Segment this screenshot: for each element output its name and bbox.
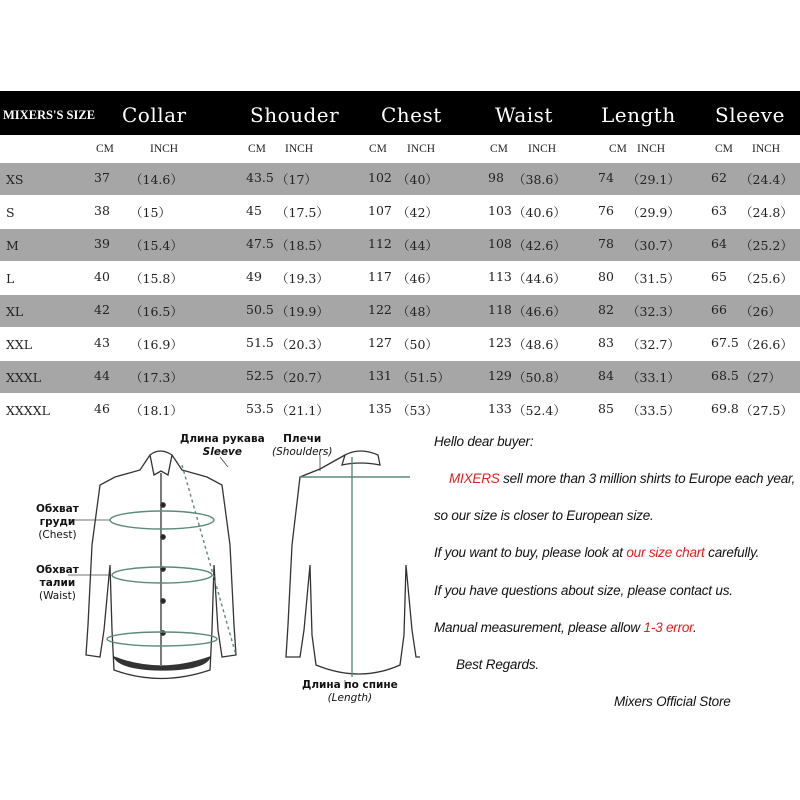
message-line-5: Manual measurement, please allow 1-3 error. (434, 620, 697, 635)
cm-value-cell: 39 (94, 236, 110, 251)
cm-value-cell: 50.5 (246, 302, 274, 317)
inch-value-cell: （32.7） (627, 337, 680, 352)
size-cell: M (6, 238, 19, 253)
cm-value-cell: 112 (368, 236, 392, 251)
size-column-header: MIXERS'S SIZE (3, 108, 96, 122)
inch-value-cell: （24.8） (740, 205, 793, 220)
table-row (0, 328, 800, 360)
inch-value-cell: （50.8） (513, 370, 566, 385)
column-header-chest: Chest (381, 103, 442, 127)
inch-value-cell: （15.4） (130, 238, 183, 253)
back-shirt-outline (286, 455, 420, 674)
inch-value-cell: （26） (740, 304, 781, 319)
inch-value-cell: （16.5） (130, 304, 183, 319)
inch-value-cell: （44.6） (513, 271, 566, 286)
cm-subheader: CM (609, 143, 627, 155)
cm-value-cell: 78 (598, 236, 614, 251)
inch-value-cell: （38.6） (513, 172, 566, 187)
inch-value-cell: （29.9） (627, 205, 680, 220)
inch-value-cell: （48.6） (513, 337, 566, 352)
inch-subheader: INCH (285, 143, 314, 155)
inch-value-cell: （15.8） (130, 271, 183, 286)
cm-value-cell: 123 (488, 335, 512, 350)
message-line-2: so our size is closer to European size. (434, 508, 654, 523)
inch-value-cell: （32.3） (627, 304, 680, 319)
inch-value-cell: （33.5） (627, 403, 680, 418)
cm-value-cell: 44 (94, 368, 110, 383)
cm-value-cell: 52.5 (246, 368, 274, 383)
cm-value-cell: 51.5 (246, 335, 274, 350)
inch-value-cell: （48） (397, 304, 438, 319)
inch-value-cell: （42.6） (513, 238, 566, 253)
cm-value-cell: 49 (246, 269, 262, 284)
waist-label: Обхват талии (Waist) (36, 564, 79, 602)
cm-value-cell: 68.5 (711, 368, 739, 383)
inch-value-cell: （40.6） (513, 205, 566, 220)
cm-value-cell: 131 (368, 368, 392, 383)
inch-value-cell: （16.9） (130, 337, 183, 352)
column-header-sleeve: Sleeve (715, 103, 785, 127)
table-row (0, 295, 800, 327)
cm-value-cell: 83 (598, 335, 614, 350)
cm-value-cell: 113 (488, 269, 512, 284)
sleeve-label: Длина рукава Sleeve (180, 433, 265, 458)
inch-value-cell: （25.6） (740, 271, 793, 286)
inch-value-cell: （27.5） (740, 403, 793, 418)
inch-value-cell: （18.1） (130, 403, 183, 418)
cm-value-cell: 43 (94, 335, 110, 350)
regards-text: Best Regards. (456, 657, 539, 672)
cm-value-cell: 40 (94, 269, 110, 284)
cm-subheader: CM (490, 143, 508, 155)
back-collar (342, 451, 380, 465)
cm-value-cell: 69.8 (711, 401, 739, 416)
inch-value-cell: （46.6） (513, 304, 566, 319)
cm-value-cell: 37 (94, 170, 110, 185)
message-line-3: If you want to buy, please look at our size chart carefully. (434, 545, 760, 560)
cm-subheader: CM (248, 143, 266, 155)
chest-guide (110, 511, 214, 529)
inch-value-cell: （17） (276, 172, 317, 187)
cm-subheader: CM (96, 143, 114, 155)
column-header-shouder: Shouder (250, 103, 340, 127)
inch-value-cell: （27） (740, 370, 781, 385)
size-cell: L (6, 271, 15, 286)
cm-value-cell: 85 (598, 401, 614, 416)
cm-value-cell: 42 (94, 302, 110, 317)
size-cell: S (6, 205, 15, 220)
inch-value-cell: （20.3） (276, 337, 329, 352)
store-signature: Mixers Official Store (614, 694, 731, 709)
inch-subheader: INCH (407, 143, 436, 155)
inch-value-cell: （17.3） (130, 370, 183, 385)
size-cell: XS (6, 172, 24, 187)
inch-value-cell: （30.7） (627, 238, 680, 253)
inch-value-cell: （33.1） (627, 370, 680, 385)
inch-subheader: INCH (637, 143, 666, 155)
cm-value-cell: 47.5 (246, 236, 274, 251)
cm-value-cell: 103 (488, 203, 512, 218)
inch-value-cell: （21.1） (276, 403, 329, 418)
inch-value-cell: （46） (397, 271, 438, 286)
cm-value-cell: 67.5 (711, 335, 739, 350)
cm-value-cell: 107 (368, 203, 392, 218)
size-cell: XL (6, 304, 24, 319)
sleeve-guide (182, 465, 236, 655)
column-header-waist: Waist (495, 103, 553, 127)
cm-value-cell: 82 (598, 302, 614, 317)
inch-value-cell: （14.6） (130, 172, 183, 187)
column-header-collar: Collar (122, 103, 187, 127)
size-cell: XXL (6, 337, 33, 352)
table-row (0, 229, 800, 261)
inch-value-cell: （52.4） (513, 403, 566, 418)
cm-value-cell: 62 (711, 170, 727, 185)
cm-value-cell: 63 (711, 203, 727, 218)
inch-subheader: INCH (752, 143, 781, 155)
greeting-text: Hello dear buyer: (434, 434, 534, 449)
inch-value-cell: （29.1） (627, 172, 680, 187)
inch-value-cell: （31.5） (627, 271, 680, 286)
inch-value-cell: （18.5） (276, 238, 329, 253)
message-line-1: MIXERS sell more than 3 million shirts to Europe each year, (449, 471, 796, 486)
table-row (0, 361, 800, 393)
brand-name: MIXERS (449, 471, 500, 486)
cm-value-cell: 117 (368, 269, 392, 284)
cm-value-cell: 38 (94, 203, 110, 218)
chest-label: Обхват груди (Chest) (36, 503, 79, 541)
inch-value-cell: （17.5） (276, 205, 329, 220)
cm-value-cell: 118 (488, 302, 512, 317)
table-row (0, 196, 800, 228)
cm-value-cell: 127 (368, 335, 392, 350)
inch-value-cell: （44） (397, 238, 438, 253)
cm-value-cell: 129 (488, 368, 512, 383)
cm-value-cell: 76 (598, 203, 614, 218)
inch-value-cell: （25.2） (740, 238, 793, 253)
cm-value-cell: 98 (488, 170, 504, 185)
inch-value-cell: （19.9） (276, 304, 329, 319)
shoulders-label: Плечи (Shoulders) (272, 433, 333, 458)
table-row (0, 394, 800, 426)
cm-value-cell: 65 (711, 269, 727, 284)
inch-value-cell: （15） (130, 205, 171, 220)
cm-value-cell: 45 (246, 203, 262, 218)
cm-value-cell: 84 (598, 368, 614, 383)
inch-subheader: INCH (150, 143, 179, 155)
inch-value-cell: （42） (397, 205, 438, 220)
inch-value-cell: （20.7） (276, 370, 329, 385)
cm-value-cell: 102 (368, 170, 392, 185)
inch-value-cell: （19.3） (276, 271, 329, 286)
cm-subheader: CM (369, 143, 387, 155)
inch-subheader: INCH (528, 143, 557, 155)
front-collar (150, 451, 172, 475)
inch-value-cell: （40） (397, 172, 438, 187)
table-row (0, 163, 800, 195)
inch-value-cell: （26.6） (740, 337, 793, 352)
size-cell: XXXL (6, 370, 41, 385)
cm-value-cell: 80 (598, 269, 614, 284)
size-cell: XXXXL (6, 403, 50, 418)
cm-value-cell: 135 (368, 401, 392, 416)
cm-value-cell: 53.5 (246, 401, 274, 416)
cm-value-cell: 133 (488, 401, 512, 416)
length-label: Длина по спине (Length) (302, 679, 398, 704)
inch-value-cell: （50） (397, 337, 438, 352)
inch-value-cell: （24.4） (740, 172, 793, 187)
cm-value-cell: 108 (488, 236, 512, 251)
cm-value-cell: 46 (94, 401, 110, 416)
cm-value-cell: 43.5 (246, 170, 274, 185)
table-row (0, 262, 800, 294)
inch-value-cell: （51.5） (397, 370, 450, 385)
cm-value-cell: 74 (598, 170, 614, 185)
message-line-4: If you have questions about size, please contact us. (434, 583, 733, 598)
inch-value-cell: （53） (397, 403, 438, 418)
cm-subheader: CM (715, 143, 733, 155)
cm-value-cell: 66 (711, 302, 727, 317)
cm-value-cell: 122 (368, 302, 392, 317)
cm-value-cell: 64 (711, 236, 727, 251)
column-header-length: Length (601, 103, 676, 127)
